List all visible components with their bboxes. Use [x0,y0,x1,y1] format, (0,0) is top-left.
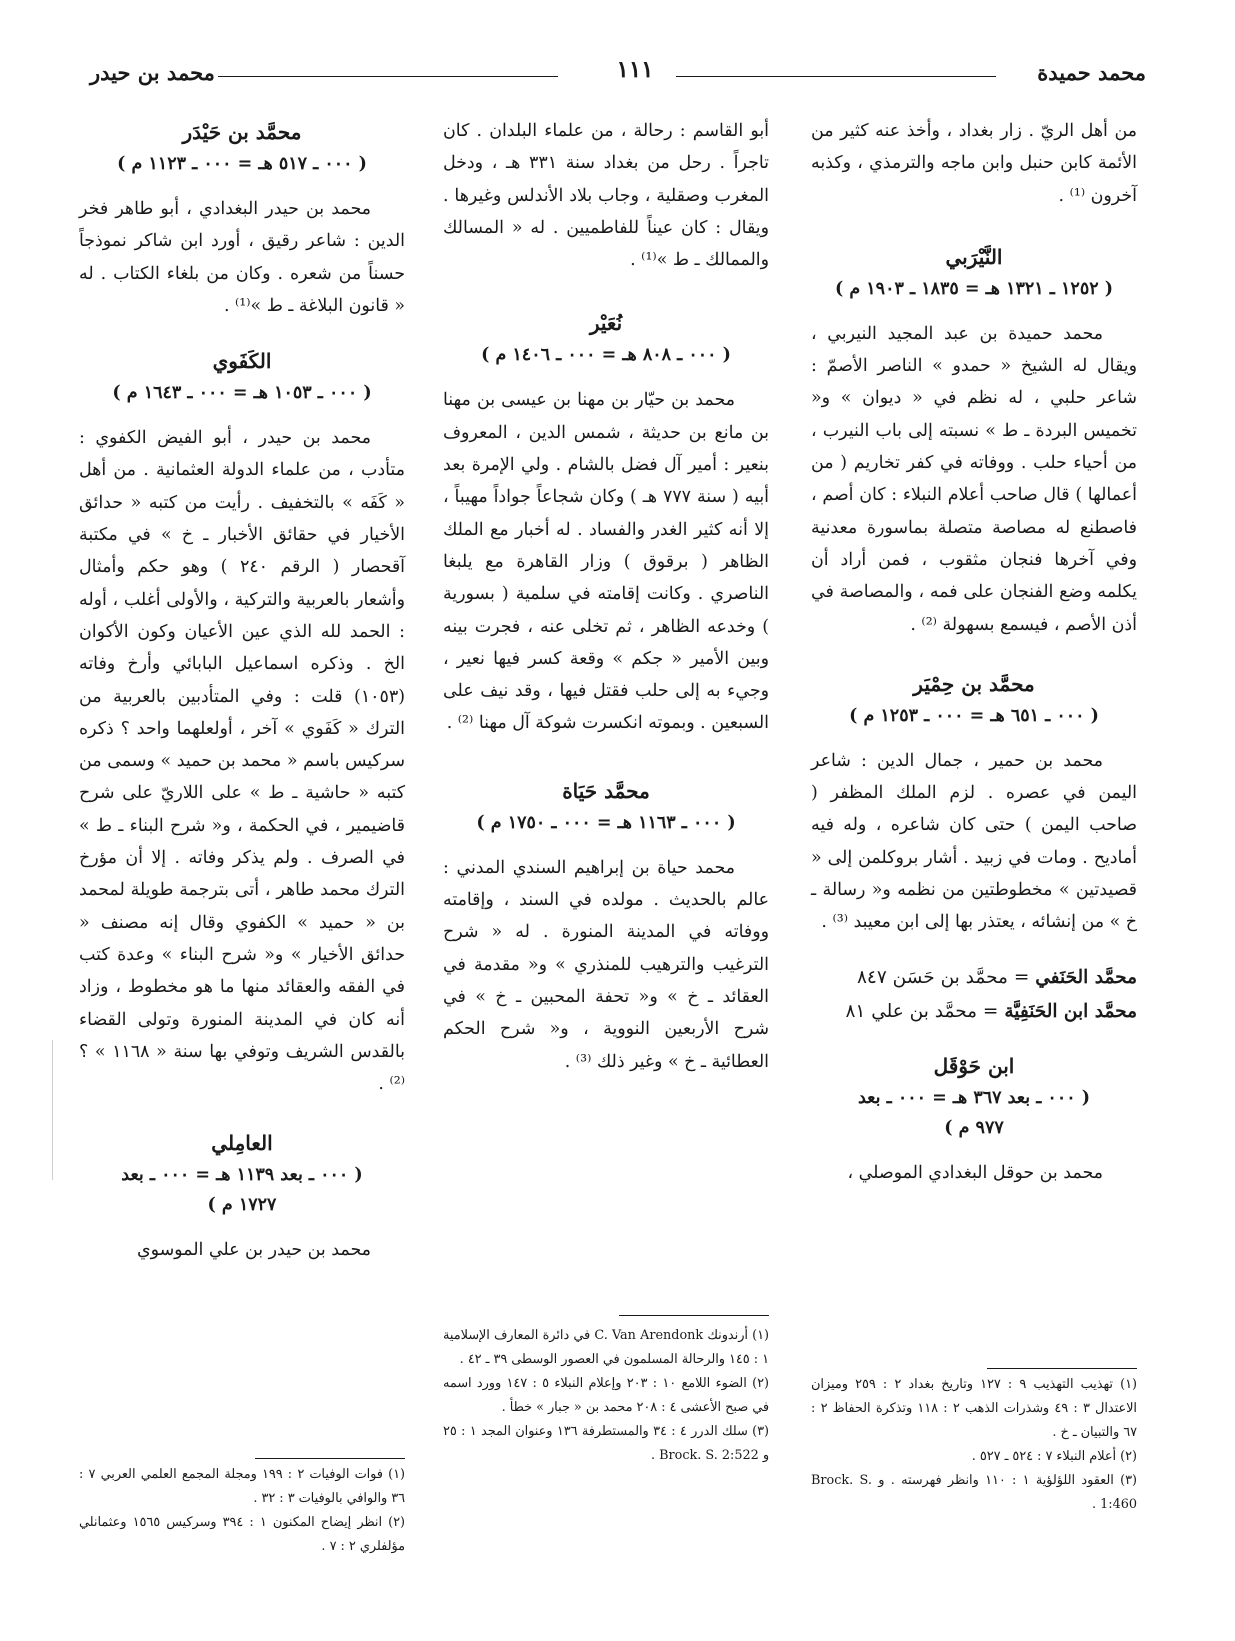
entry-text-nuayr: محمد بن حيّار بن مهنا بن عيسى بن مهنا بن مانع بن حديثة ، شمس الدين ، المعروف بنعير : أمير آل فضل بالشام . ولي الإمرة بعد أبيه ( سنة ٧٧٧ هـ ) وكان شجاعاً جواداً مهيباً ، إلا أنه كثير الغدر والفساد . له أخبار مع الملك الظاهر ( برقوق ) وزار القاهرة مع يلبغا الناصري . وكانت إقامته في سلمية ( بسورية ) وخدعه الظاهر ، ثم تخلى عنه ، فجرت بينه وبين الأمير « جكم » وقعة كسر فيها نعير ، وجيء به إلى حلب فقتل فيها ، وقد نيف على السبعين . وبموته انكسرت شوكة آل مهنا ⁽²⁾ . [443,390,769,734]
entry-heading-nuayr: نُعَيْر [589,311,623,336]
footnotes-right [811,1368,1137,1517]
entry-dates-haydar: ( ٠٠٠ ـ ٥١٧ هـ = ٠٠٠ ـ ١١٢٣ م ) [117,154,367,174]
footnote-1: (١) تهذيب التهذيب ٩ : ١٢٧ وتاريخ بغداد ٢ : ٢٥٩ وميزان الاعتدال ٣ : ٤٩ وشذرات الذهب ٢ : ١١٨ وتذكرة الحفاظ ٢ : ٦٧ والتبيان ـ خ . [811,1377,1138,1440]
entry-text-hayat: محمد حياة بن إبراهيم السندي المدني : عالم بالحديث . مولده في السند ، وإقامته ووفاته في المدينة المنورة . له « شرح الترغيب والترهيب للمنذري » و« مقدمة في العقائد ـ خ » و« تحفة المحبين ـ خ » في شرح الأربعين النووية ، و« شرح الحكم العطائية ـ خ » وغير ذلك ⁽³⁾ . [443,857,769,1072]
cross-reference-hanafi [811,961,1137,995]
entry-heading-kafawi: الكَفَوي [212,349,272,374]
entry-text-humayr: محمد بن حمير ، جمال الدين : شاعر اليمن في عصره . لزم الملك المظفر ( صاحب اليمن ) حتى كان شاعره ، وله فيه أماديح . ومات في زبيد . أشار بروكلمن إلى « قصيدتين » مخطوطتين من نظمه و« رسالة ـ خ » من إنشائه ، يعتذر بها إلى ابن معيبد ⁽³⁾ . [811,750,1137,933]
entry-heading-amili: العامِلي [211,1131,273,1156]
continuation-text: أبو القاسم : رحالة ، من علماء البلدان . كان تاجراً . رحل من بغداد سنة ٣٣١ هـ ، ودخل المغرب وصقلية ، وجاب بلاد الأندلس وغيرها . ويقال : كان عيناً للفاطميين . له « المسالك والممالك ـ ط »⁽¹⁾ . [443,121,769,271]
column-right [811,115,1137,1189]
footnote-1: (١) فوات الوفيات ٢ : ١٩٩ ومجلة المجمع العلمي العربي ٧ : ٣٦ والوافي بالوفيات ٣ : ٣٢ . [79,1467,405,1506]
footnote-3: (٣) سلك الدرر ٤ : ٣٤ والمستطرفة ١٣٦ وعنوان المجد ١ : ٢٥ و Brock. S. 2:522 . [443,1424,769,1463]
entry-dates-amili-line1: ( ٠٠٠ ـ بعد ١١٣٩ هـ = ٠٠٠ ـ بعد [121,1165,363,1186]
running-head [90,56,1146,92]
entry-dates-hawqal-line2: ٩٧٧ م ) [944,1117,1004,1138]
footnote-2: (٢) أعلام النبلاء ٧ : ٥٢٤ ـ ٥٢٧ . [971,1449,1137,1464]
entry-dates-humayr: ( ٠٠٠ ـ ٦٥١ هـ = ٠٠٠ ـ ١٢٥٣ م ) [849,705,1099,726]
column-middle [443,115,769,1078]
entry-dates-kafawi: ( ٠٠٠ ـ ١٠٥٣ هـ = ٠٠٠ ـ ١٦٤٣ م ) [112,383,372,404]
entry-dates-amili-line2: ١٧٢٧ م ) [207,1195,277,1216]
footnote-rule [255,1458,405,1459]
entry-text-haydar: محمد بن حيدر البغدادي ، أبو طاهر فخر الدين : شاعر رقيق ، أورد ابن شاكر نموذجاً حسناً من شعره . وكان من بلغاء الكتاب . له « قانون البلاغة ـ ط »⁽¹⁾ . [79,199,405,316]
scan-margin-line [52,1040,53,1180]
running-head-right: محمد حميدة [1037,60,1146,85]
running-head-left: محمد بن حيدر [90,60,215,85]
footnote-rule [987,1368,1137,1369]
xref-bold: محمَّد ابن الحَنَفِيَّة [1004,1000,1137,1022]
entry-dates-nayrabi: ( ١٢٥٢ ـ ١٣٢١ هـ = ١٨٣٥ ـ ١٩٠٣ م ) [834,278,1114,299]
xref-target: = محمَّد بن علي ٨١ [845,1000,999,1022]
cross-reference-ibn-hanafiyya [811,995,1137,1029]
footnotes-left [79,1458,405,1559]
entry-dates-nuayr: ( ٠٠٠ ـ ٨٠٨ هـ = ٠٠٠ ـ ١٤٠٦ م ) [481,345,731,366]
entry-heading-nayrabi: النَّيْرَبي [945,244,1003,269]
xref-target: = محمَّد بن حَسَن ٨٤٧ [856,966,1030,988]
entry-heading-haydar: محمَّد بن حَيْدَر [182,120,302,144]
footnote-2: (٢) انظر إيضاح المكنون ١ : ٣٩٤ وسركيس ١٥٦٥ وعثمانلي مؤلفلري ٢ : ٧ . [79,1515,406,1554]
footnote-2: (٢) الضوء اللامع ١٠ : ٢٠٣ وإعلام النبلاء ٥ : ١٤٧ وورد اسمه في صبح الأعشى ٤ : ٢٠٨ محمد بن « جبار » خطأ . [443,1376,769,1415]
column-left [79,115,405,1267]
entry-dates-hawqal-line1: ( ٠٠٠ ـ بعد ٣٦٧ هـ = ٠٠٠ ـ بعد [858,1087,1090,1108]
entry-text-amili: محمد بن حيدر بن علي الموسوي [136,1240,371,1261]
entry-heading-hawqal: ابن حَوْقَل [933,1053,1015,1078]
footnotes-middle [443,1315,769,1468]
footnote-3: (٣) العقود اللؤلؤية ١ : ١١٠ وانظر فهرسته . و Brock. S. 1:460 . [811,1473,1137,1512]
entry-text-kafawi: محمد بن حيدر ، أبو الفيض الكفوي : متأدب ، من علماء الدولة العثمانية . من أهل « كَفَه » بالتخفيف . رأيت من كتبه « حدائق الأخيار في حقائق الأخبار ـ خ » في مكتبة آقحصار ( الرقم ٢٤٠ ) وهو حكم وأمثال وأشعار بالعربية والتركية ، والأولى أغلب ، أوله : الحمد لله الذي عين الأعيان وكون الأكوان الخ . وذكره اسماعيل البابائي وأرخ وفاته (١٠٥٣) قلت : وفي المتأدبين بالعربية من الترك « كَفَوي » آخر ، أولعلهما واحد ؟ ذكره سركيس باسم « محمد بن حميد » وسمى من كتبه « حاشية ـ ط » على اللاريّ على شرح قاضيمير ، في الحكمة ، و« شرح البناء ـ ط » في الصرف . ولم يذكر وفاته . إلا أن مؤرخ الترك محمد طاهر ، أتى بترجمة طويلة لمحمد بن « حميد » الكفوي وقال إنه مصنف « حدائق الأخيار » و« شرح البناء » وعدة كتب في الفقه والعقائد منها ما هو مخطوط ، وزاد أنه كان في المدينة المنورة وتولى القضاء بالقدس الشريف وتوفي بها سنة « ١١٦٨ » ؟ ⁽²⁾ . [79,428,405,1095]
entry-dates-hayat: ( ٠٠٠ ـ ١١٦٣ هـ = ٠٠٠ ـ ١٧٥٠ م ) [476,812,736,833]
running-head-rule-right [676,76,996,77]
footnote-1: (١) أرندونك C. Van Arendonk في دائرة المعارف الإسلامية ١ : ١٤٥ والرحالة المسلمون في العصور الوسطى ٣٩ ـ ٤٢ . [443,1328,770,1367]
continuation-text: من أهل الريّ . زار بغداد ، وأخذ عنه كثير من الأئمة كابن حنبل وابن ماجه والترمذي ، وكذبه آخرون ⁽¹⁾ . [811,121,1137,206]
entry-heading-hayat: محمَّد حَيَاة [562,778,650,803]
xref-bold: محمَّد الحَنَفي [1035,966,1137,988]
entry-text-hawqal: محمد بن حوقل البغدادي الموصلي ، [847,1162,1103,1183]
entry-heading-humayr: محمَّد بن حِمْيَر [913,671,1035,696]
page-number: ١١١ [616,56,654,83]
footnote-rule [619,1315,769,1316]
running-head-rule-left [218,76,558,77]
entry-text-nayrabi: محمد حميدة بن عبد المجيد النيربي ، ويقال له الشيخ « حمدو » الناصر الأصمّ : شاعر حلبي ، له نظم في « ديوان » و« تخميس البردة ـ ط » نسبته إلى باب النيرب ، من أحياء حلب . ووفاته في كفر تخاريم ( من أعمالها ) قال صاحب أعلام النبلاء : كان أصم ، فاصطنع له مصاصة متصلة بماسورة معدنية وفي آخرها فنجان مثقوب ، فمن أراد أن يكلمه وضع الفنجان على فمه ، والمصاصة في أذن الأصم ، فيسمع بسهولة ⁽²⁾ . [811,323,1137,635]
